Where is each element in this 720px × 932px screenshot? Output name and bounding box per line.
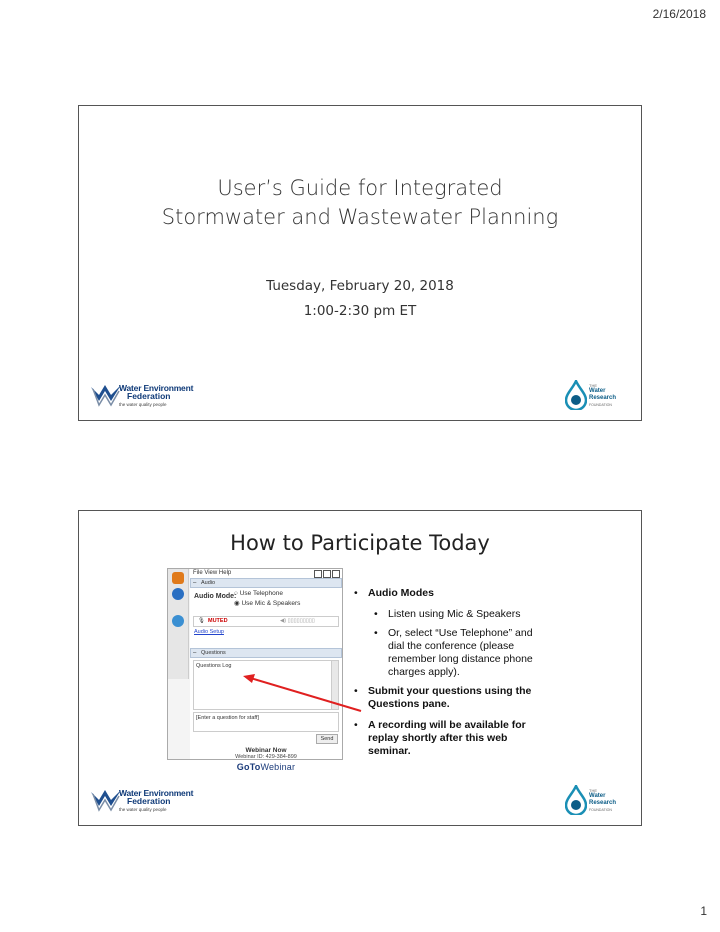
wrf-research: Research: [589, 800, 617, 806]
send-button[interactable]: Send: [316, 734, 338, 744]
title-line-2: Stormwater and Wastewater Planning: [161, 205, 559, 229]
slide-subtitle: [79, 274, 641, 324]
menu-items[interactable]: File View Help: [193, 570, 232, 576]
wef-tagline: the water quality people: [119, 807, 167, 812]
minimize-icon[interactable]: [314, 570, 322, 578]
title-line-1: User’s Guide for Integrated: [217, 176, 503, 200]
water-drop-icon: [565, 785, 587, 815]
page-date: 2/16/2018: [652, 7, 706, 21]
water-drop-icon: [565, 380, 587, 410]
questions-log: [193, 660, 339, 710]
radio-use-mic[interactable]: ◉ Use Mic & Speakers: [234, 600, 301, 607]
page-number: 1: [700, 904, 707, 918]
mic-status-bar: [193, 616, 339, 627]
bullet-telephone: • Or, select “Use Telephone” and dial the conference (please remember long distance phone charges apply).: [354, 627, 534, 679]
webinar-title: Webinar Now: [245, 747, 287, 754]
wef-tagline: the water quality people: [119, 402, 167, 407]
event-date: Tuesday, February 20, 2018: [266, 278, 454, 294]
gotowebinar-logo: [190, 762, 342, 772]
brand-goto: GoTo: [236, 762, 261, 772]
audio-setup-link[interactable]: Audio Setup: [194, 629, 224, 635]
control-sidebar: [168, 569, 189, 679]
questions-panel-header[interactable]: – Questions: [190, 648, 342, 658]
bullet-recording: • A recording will be available for replay shortly after this web seminar.: [354, 719, 534, 758]
wef-logo: [91, 382, 194, 410]
wrf-water: Water: [589, 793, 606, 799]
participation-slide: [78, 510, 642, 826]
audio-mode-label: Audio Mode:: [194, 593, 237, 600]
wef-name-line2: Federation: [127, 391, 171, 401]
microphone-icon: 🎙: [198, 618, 205, 624]
title-slide: [78, 105, 642, 421]
telephone-option-label: Use Telephone: [239, 590, 283, 597]
wef-name-line1: Water Environment: [119, 788, 194, 798]
wrf-the: THE: [589, 383, 597, 388]
webinar-id: Webinar ID: 429-384-899: [235, 754, 297, 760]
restore-icon[interactable]: [323, 570, 331, 578]
questions-scrollbar[interactable]: [331, 661, 338, 709]
screen-icon: [172, 588, 184, 600]
close-icon[interactable]: [332, 570, 340, 578]
wrf-research: Research: [589, 395, 617, 401]
mic-option-label: Use Mic & Speakers: [241, 600, 301, 607]
slide-title: [79, 174, 641, 232]
panel-main: [190, 569, 342, 772]
event-time: 1:00-2:30 pm ET: [303, 303, 417, 319]
slide-title: How to Participate Today: [230, 531, 490, 555]
bullet-audio-modes: • Audio Modes: [354, 587, 534, 600]
question-input[interactable]: [Enter a question for staff]: [193, 712, 339, 732]
gotowebinar-panel-screenshot: [167, 568, 343, 772]
wrf-foundation: FOUNDATION: [589, 403, 612, 407]
speaker-level-icon: ◀) ▯▯▯▯▯▯▯▯▯: [280, 618, 315, 624]
wef-name-line1: Water Environment: [119, 383, 194, 393]
wrf-water: Water: [589, 388, 606, 394]
arrow-icon: [172, 572, 184, 584]
wef-logo-icon: [91, 790, 121, 812]
wrf-the: THE: [589, 788, 597, 793]
audio-panel-header[interactable]: – Audio: [190, 578, 342, 588]
bullet-questions: • Submit your questions using the Questions pane.: [354, 685, 534, 711]
wef-logo: [91, 787, 194, 815]
mic-icon: [172, 615, 184, 627]
bullet-listen: • Listen using Mic & Speakers: [354, 608, 534, 621]
bullet-list: [354, 587, 534, 766]
audio-mode-row: [190, 588, 342, 614]
wrf-logo: [565, 380, 623, 412]
wrf-logo: [565, 785, 623, 817]
questions-log-label: Questions Log: [196, 663, 232, 669]
muted-status: MUTED: [208, 618, 228, 624]
wrf-foundation: FOUNDATION: [589, 808, 612, 812]
brand-webinar: Webinar: [260, 762, 296, 772]
wef-logo-icon: [91, 385, 121, 407]
menu-bar: [190, 569, 342, 578]
wef-name-line2: Federation: [127, 796, 171, 806]
radio-use-telephone[interactable]: ○ Use Telephone: [234, 590, 283, 597]
